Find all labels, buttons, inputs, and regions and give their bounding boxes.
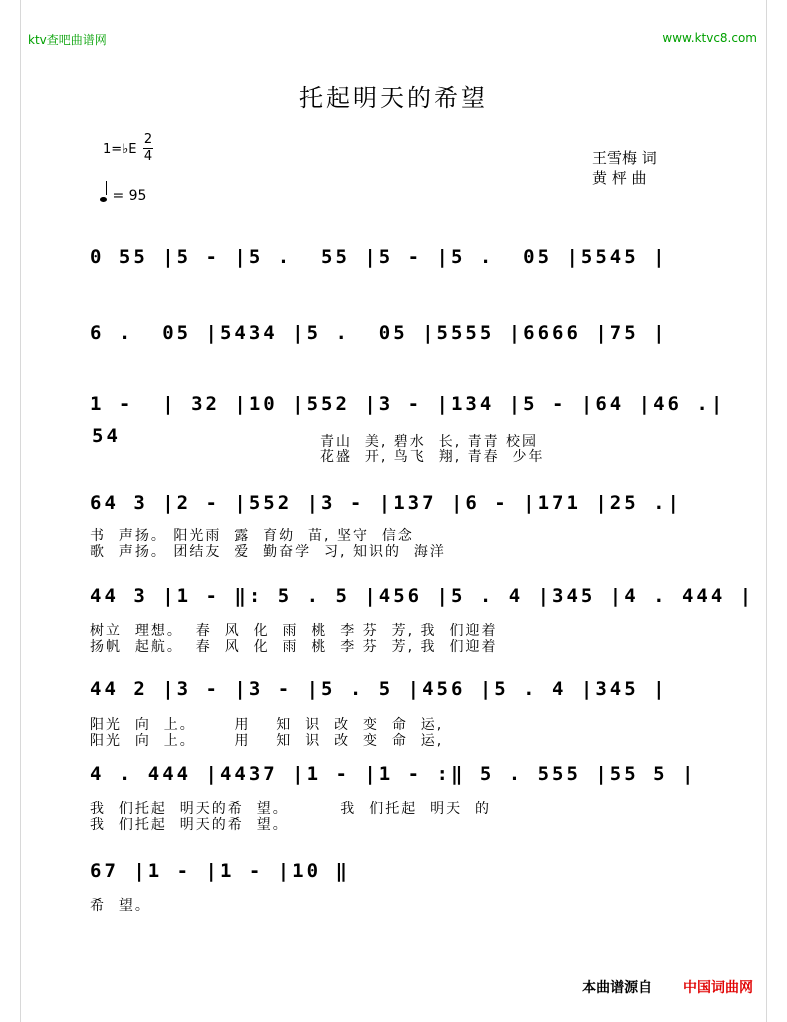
score-row-8 [90, 860, 715, 890]
notation-line: 44 2 |3 - |3 - |5 . 5 |456 |5 . 4 |345 | [90, 678, 668, 700]
footer-source-site[interactable]: 中国词曲网 [683, 980, 753, 996]
tempo-marking [100, 186, 146, 204]
notation-line: 67 |1 - |1 - |10 ‖ [90, 860, 350, 882]
lyric-row-7-verse-1: 我 们托起 明天的希 望。 我 们托起 明天 的 [90, 801, 492, 817]
left-watermark-strip [0, 0, 21, 1022]
notation-line: 44 3 |1 - ‖: 5 . 5 |456 |5 . 4 |345 |4 . 444 | [90, 585, 755, 607]
time-signature [143, 132, 153, 165]
notation-line: 6 . 05 |5434 |5 . 05 |5555 |6666 |75 | [90, 322, 668, 344]
lyricist-credit: 王雪梅 词 [592, 149, 657, 167]
lyric-row-4-verse-2: 歌 声扬。 团结友 爱 勤奋学 习, 知识的 海洋 [90, 544, 446, 560]
score-row-2 [90, 322, 715, 352]
lyric-row-6-verse-2: 阳光 向 上。 用 知 识 改 变 命 运, [90, 733, 444, 749]
time-signature-top: 2 [143, 132, 153, 147]
score-row-6 [90, 678, 715, 708]
notation-line: 64 3 |2 - |552 |3 - |137 |6 - |171 |25 .| [90, 492, 682, 514]
lyric-row-4-verse-1: 书 声扬。 阳光雨 露 育幼 苗, 坚守 信念 [90, 528, 414, 544]
key-signature: 1=♭E [103, 142, 137, 157]
lyric-row-5-verse-1: 树立 理想。 春 风 化 雨 桃 李 芬 芳, 我 们迎着 [90, 623, 498, 639]
score-row-3 [90, 393, 726, 423]
lyric-row-3-verse-1: 青山 美, 碧水 长, 青青 校园 [320, 434, 539, 450]
lyric-row-7-verse-2: 我 们托起 明天的希 望。 [90, 817, 289, 833]
tempo-value: = 95 [112, 188, 147, 204]
lyric-row-8-verse-1: 希 望。 [90, 898, 151, 914]
credits [592, 148, 657, 188]
notation-line: 0 55 |5 - |5 . 55 |5 - |5 . 05 |5545 | [90, 246, 668, 268]
composer-credit: 黄 枰 曲 [592, 169, 647, 187]
score-row-5 [90, 585, 755, 615]
song-title: 托起明天的希望 [299, 84, 488, 112]
footer-source-label: 本曲谱源自 [582, 980, 653, 996]
extra-notation-line: 54 [92, 425, 121, 447]
lyric-row-6-verse-1: 阳光 向 上。 用 知 识 改 变 命 运, [90, 717, 444, 733]
lyric-row-3-verse-2: 花盛 开, 鸟飞 翔, 青春 少年 [320, 449, 545, 465]
score-row-7 [90, 763, 715, 793]
notation-line: 4 . 444 |4437 |1 - |1 - :‖ 5 . 555 |55 5 | [90, 763, 697, 785]
right-watermark-strip [766, 0, 787, 1022]
quarter-note-icon [100, 197, 107, 202]
score-row-1 [90, 246, 715, 276]
header-left-site[interactable]: ktv查吧曲谱网 [28, 33, 107, 47]
lyric-row-5-verse-2: 扬帆 起航。 春 风 化 雨 桃 李 芬 芳, 我 们迎着 [90, 639, 498, 655]
footer [582, 977, 753, 997]
time-signature-bottom: 4 [143, 149, 153, 164]
notation-line: 1 - | 32 |10 |552 |3 - |134 |5 - |64 |46 .| [90, 393, 726, 415]
header-right-site[interactable]: www.ktvc8.com [662, 31, 757, 45]
score-row-4 [90, 492, 715, 522]
